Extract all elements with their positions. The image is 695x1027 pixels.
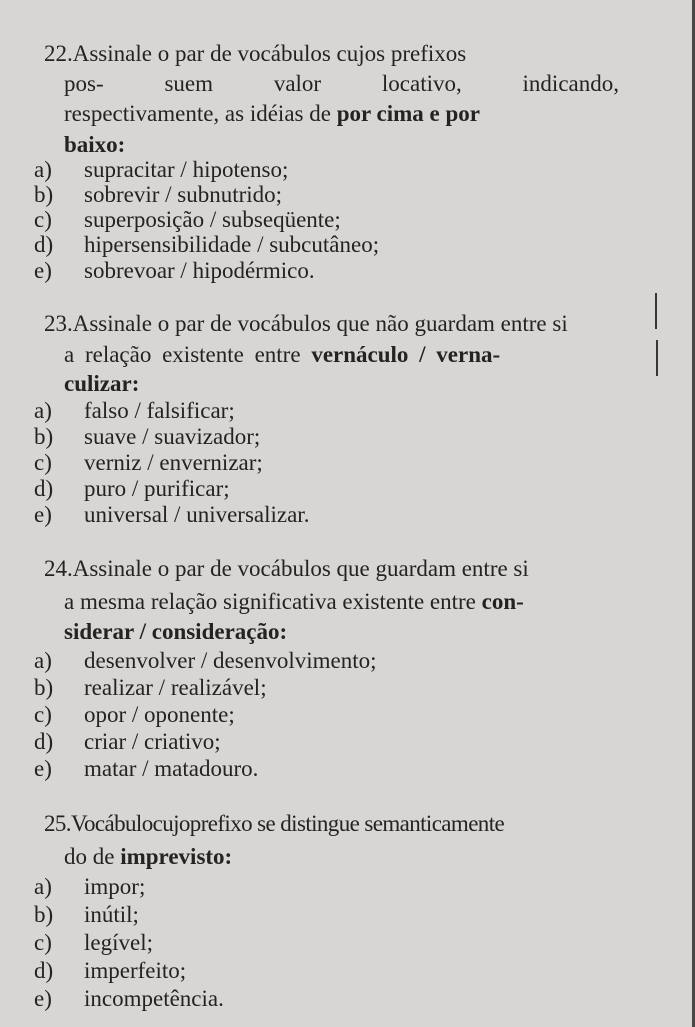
option-text: sobrevir / subnutrido;	[84, 182, 283, 207]
q22-line-3	[64, 100, 480, 128]
option-text: falso / falsificar;	[84, 398, 235, 423]
option-letter: d)	[34, 232, 54, 257]
q24-option-d	[34, 728, 221, 756]
option-letter: b)	[34, 675, 54, 700]
q22-word: locativo,	[381, 71, 462, 96]
option-text: verniz / envernizar;	[84, 450, 263, 475]
option-text: criar / criativo;	[84, 729, 221, 754]
option-letter: b)	[34, 424, 54, 449]
q25-option-c	[34, 929, 153, 957]
option-letter: d)	[34, 729, 54, 754]
option-letter: e)	[34, 986, 52, 1011]
option-letter: c)	[34, 702, 52, 727]
q24-line-3	[64, 618, 287, 646]
q25-line-1: 25.Vocábulocujoprefixo se distingue semanticamente	[44, 811, 505, 836]
option-letter: d)	[34, 476, 54, 501]
q25-line-2-bold: imprevisto:	[120, 844, 233, 869]
q23-line-2-bold: vernáculo / verna-	[311, 342, 501, 367]
q25-option-d	[34, 957, 186, 985]
option-text: sobrevoar / hipodérmico.	[84, 258, 315, 283]
q23-option-c	[34, 449, 263, 477]
q24-line-3-bold: siderar / consideração:	[64, 619, 288, 644]
q24-line-2-bold: con-	[481, 589, 524, 614]
q22-word: indicando,	[522, 71, 619, 96]
option-text: inútil;	[84, 902, 139, 927]
q22-option-a	[34, 156, 288, 184]
option-text: legível;	[84, 930, 153, 955]
option-text: suave / suavizador;	[84, 424, 261, 449]
option-text: impor;	[84, 874, 146, 899]
option-text: hipersensibilidade / subcutâneo;	[84, 232, 380, 257]
option-text: matar / matadouro.	[84, 756, 259, 781]
q23-option-b	[34, 423, 260, 451]
q22-word: pos-	[64, 71, 104, 96]
q24-line-2	[64, 588, 524, 616]
q24-option-c	[34, 701, 235, 729]
q24-option-a	[34, 647, 377, 675]
q22-option-e	[34, 257, 315, 285]
q22-line-3-text: respectivamente, as idéias de	[64, 101, 337, 126]
option-text: realizar / realizável;	[84, 675, 267, 700]
q22-option-d	[34, 231, 379, 259]
option-letter: b)	[34, 182, 54, 207]
q23-option-d	[34, 475, 230, 503]
option-letter: e)	[34, 756, 52, 781]
q22-line-2	[64, 70, 619, 98]
q22-option-c	[34, 206, 341, 234]
q24-option-b	[34, 674, 267, 702]
q23-line-3	[64, 370, 139, 398]
q25-line-2-text: do de	[64, 844, 121, 869]
q23-option-e	[34, 501, 309, 529]
option-letter: c)	[34, 930, 52, 955]
option-letter: a)	[34, 157, 52, 182]
q25-option-b	[34, 901, 139, 929]
q25-option-a	[34, 873, 145, 901]
option-letter: e)	[34, 258, 52, 283]
q25-option-e	[34, 985, 224, 1013]
q22-option-b	[34, 181, 282, 209]
option-text: imperfeito;	[84, 958, 187, 983]
q22-line-4	[64, 131, 125, 159]
q24-line-2-text: a mesma relação significativa existente entre	[64, 589, 482, 614]
q25-line-2	[64, 843, 232, 871]
option-letter: a)	[34, 398, 52, 423]
option-text: superposição / subseqüente;	[84, 207, 341, 232]
option-letter: a)	[34, 874, 52, 899]
option-text: universal / universalizar.	[84, 502, 310, 527]
q23-line-2-text: a relação existente entre	[64, 342, 312, 367]
q22-line-1: 22.Assinale o par de vocábulos cujos prefixos	[44, 41, 467, 66]
option-text: supracitar / hipotenso;	[84, 157, 289, 182]
option-letter: a)	[34, 648, 52, 673]
option-letter: e)	[34, 502, 52, 527]
q22-line-3-bold: por cima e por	[336, 101, 480, 126]
q23-line-2	[64, 341, 500, 369]
q24-option-e	[34, 755, 258, 783]
margin-bracket	[652, 340, 658, 376]
q23-line-1: 23.Assinale o par de vocábulos que não guardam entre si	[44, 311, 568, 336]
q23-option-a	[34, 397, 235, 425]
margin-bracket	[651, 293, 657, 329]
q22-word: valor	[273, 71, 322, 96]
q24-line-1: 24.Assinale o par de vocábulos que guardam entre si	[44, 556, 529, 581]
option-letter: b)	[34, 902, 54, 927]
option-text: puro / purificar;	[84, 476, 230, 501]
q22-line-4-bold: baixo:	[64, 132, 126, 157]
option-text: desenvolver / desenvolvimento;	[84, 648, 377, 673]
q22-word: suem	[164, 71, 213, 96]
option-letter: c)	[34, 450, 52, 475]
option-letter: d)	[34, 958, 54, 983]
option-letter: c)	[34, 207, 52, 232]
option-text: opor / oponente;	[84, 702, 235, 727]
q23-line-3-bold: culizar:	[64, 371, 140, 396]
option-text: incompetência.	[84, 986, 224, 1011]
